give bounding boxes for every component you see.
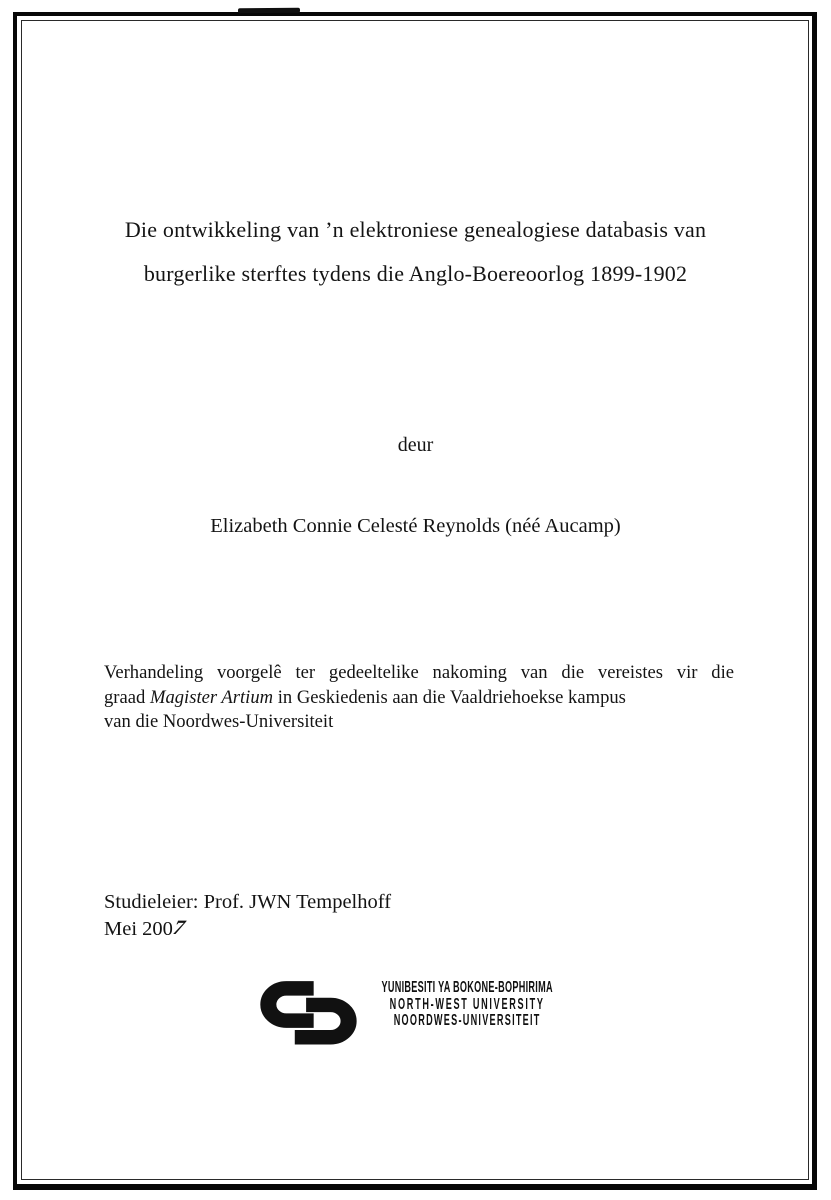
nwu-logo-icon <box>257 979 359 1047</box>
supervisor-block <box>104 889 391 943</box>
logo-text-afrikaans: NOORDWES-UNIVERSITEIT <box>393 1012 541 1029</box>
thesis-title-line1: Die ontwikkeling van ’n elektroniese genealogiese databasis van <box>124 217 707 242</box>
thesis-title <box>0 208 831 296</box>
logo-text-english: NORTH-WEST UNIVERSITY <box>389 995 545 1013</box>
supervisor-line: Studieleier: Prof. JWN Tempelhoff <box>104 891 392 913</box>
date-line <box>104 916 391 943</box>
submission-line2 <box>104 686 734 711</box>
scan-artifact <box>238 8 300 14</box>
degree-name: Magister Artium <box>149 686 274 708</box>
logo-text-setswana: YUNIBESITI YA BOKONE-BOPHIRIMA <box>381 979 553 996</box>
date-prefix: Mei 200 <box>104 918 173 940</box>
university-logo-text <box>364 980 570 1030</box>
submission-line2-pre: graad <box>104 686 150 708</box>
thesis-title-line2: burgerlike sterftes tydens die Anglo-Boereoorlog 1899-1902 <box>143 261 688 286</box>
author-name: Elizabeth Connie Celesté Reynolds (néé Aucamp) <box>210 515 621 537</box>
date-digit-seven: 7 <box>168 917 189 939</box>
submission-line2-post: in Geskiedenis aan die Vaaldriehoekse kampus <box>273 686 626 708</box>
submission-line1: Verhandeling voorgelê ter gedeeltelike nakoming van die vereistes vir die <box>104 662 734 683</box>
university-logo <box>257 979 553 1047</box>
submission-line3: van die Noordwes-Universiteit <box>104 711 334 732</box>
submission-statement <box>104 661 734 735</box>
byline: deur <box>397 434 434 456</box>
